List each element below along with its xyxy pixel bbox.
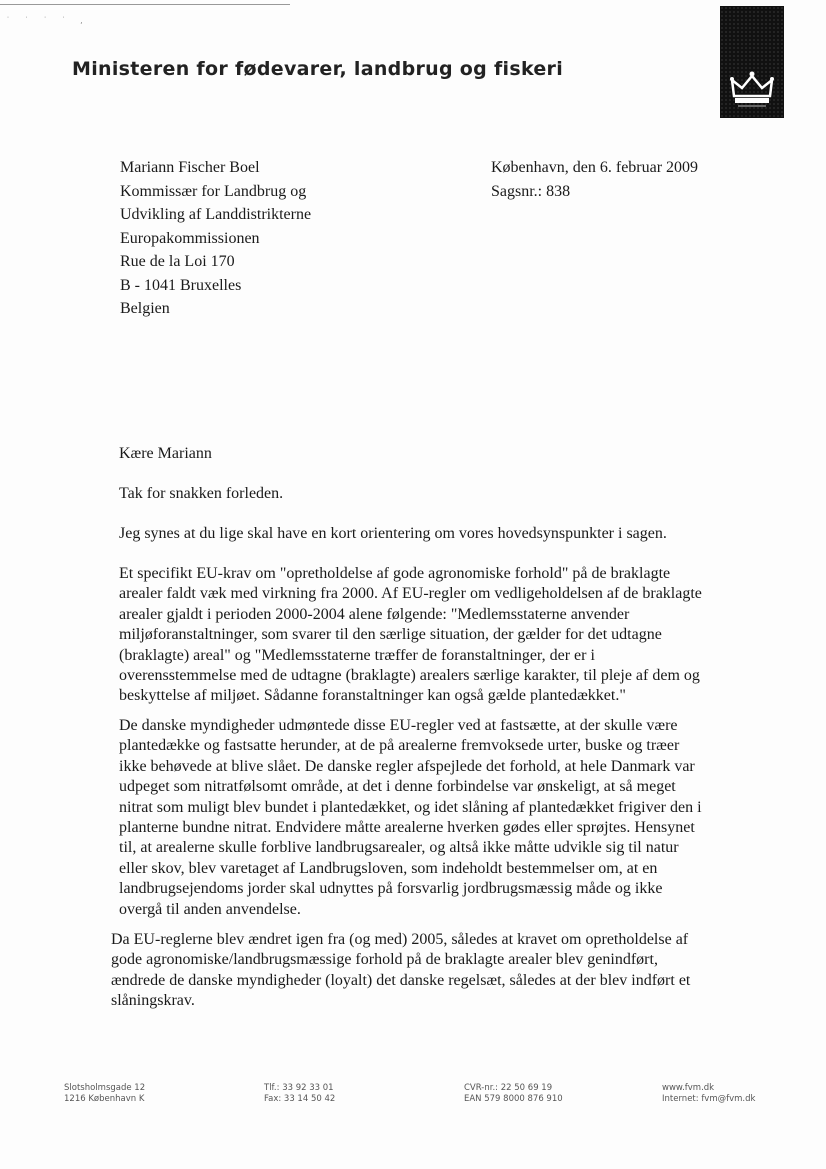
footer-city: 1216 København K bbox=[64, 1094, 145, 1104]
recipient-line: Udvikling af Landdistrikterne bbox=[120, 206, 312, 223]
footer-email: Internet: fvm@fvm.dk bbox=[662, 1094, 756, 1104]
ministry-logo bbox=[720, 6, 784, 118]
footer-street: Slotsholmsgade 12 bbox=[64, 1083, 146, 1093]
footer-phone-block bbox=[264, 1083, 335, 1105]
recipient-line: Europakommissionen bbox=[120, 229, 260, 247]
recipient-line: Mariann Fischer Boel bbox=[120, 159, 260, 176]
scan-top-line bbox=[0, 4, 290, 5]
crown-icon bbox=[726, 70, 778, 110]
place-date: København, den 6. februar 2009 bbox=[491, 159, 699, 176]
footer-fax: Fax: 33 14 50 42 bbox=[264, 1094, 336, 1104]
recipient-line: Rue de la Loi 170 bbox=[120, 253, 235, 270]
dateline bbox=[491, 156, 698, 203]
paragraph-1: Tak for snakken forleden. bbox=[119, 485, 284, 502]
footer-ean: EAN 579 8000 876 910 bbox=[464, 1094, 563, 1104]
ministry-header: Ministeren for fødevarer, landbrug og fiskeri bbox=[72, 58, 564, 80]
footer-cvr: CVR-nr.: 22 50 69 19 bbox=[464, 1083, 553, 1093]
recipient-line: Belgien bbox=[120, 300, 170, 317]
recipient-address bbox=[120, 156, 311, 321]
recipient-line: Kommissær for Landbrug og bbox=[120, 182, 307, 200]
paragraph-2: Jeg synes at du lige skal have en kort orientering om vores hovedsynspunkter i sagen. bbox=[119, 525, 667, 542]
paragraph-3: Et specifikt EU-krav om "opretholdelse af gode agronomiske forhold" på de braklagte arealer faldt væk med virkning fra 2000. Af EU-regler om vedligeholdelsen af de braklagte arealer gjaldt i perioden 2000-2004 alene følgende: "Medlemsstaterne anvender miljøforanstaltninger, som svarer til den særlige situation, der gælder for det udtagne (braklagte) areal" og "Medlemsstaterne træffer de foranstaltninger, der er i overensstemmelse med de udtagne (braklagte) arealers særlige karakter, til pleje af dem og beskyttelse af miljøet. Sådanne foranstaltninger kan også gælde plantedækket." bbox=[119, 565, 702, 705]
footer-web bbox=[662, 1083, 755, 1105]
paragraph-5: Da EU-reglerne blev ændret igen fra (og med) 2005, således at kravet om opretholdelse af gode agronomiske/landbrugsmæssige forhold på de braklagte arealer blev genindført, ændrede de danske myndigheder (loyalt) det danske regelsæt, således at der blev indført et slåningskrav. bbox=[111, 931, 691, 1010]
footer-registration bbox=[464, 1083, 563, 1105]
scan-marks: ˙ ˙ ˙ ˙ , bbox=[6, 16, 89, 25]
footer-phone: Tlf.: 33 92 33 01 bbox=[264, 1083, 334, 1093]
recipient-line: B - 1041 Bruxelles bbox=[120, 276, 242, 294]
footer-address bbox=[64, 1083, 145, 1105]
footer-website: www.fvm.dk bbox=[662, 1083, 715, 1093]
case-number: Sagsnr.: 838 bbox=[491, 182, 571, 200]
salutation: Kære Mariann bbox=[119, 445, 212, 462]
paragraph-4: De danske myndigheder udmøntede disse EU-regler ved at fastsætte, at der skulle være plantedække og fastsatte herunder, at de på arealerne fremvoksede urter, buske og træer ikke behøvede at blive slået. De danske regler afspejlede det forhold, at hele Danmark var udpeget som nitratfølsomt område, at det i denne forbindelse var ønskeligt, at så meget nitrat som muligt blev bundet i plantedækket, og idet slåning af plantedækket frigiver den i planterne bundne nitrat. Endvidere måtte arealerne hverken gødes eller sprøjtes. Hensynet til, at arealerne skulle forblive landbrugsarealer, og altså ikke måtte udvikle sig til natur eller skov, blev varetaget af Landbrugsloven, som indeholdt bestemmelser om, at en landbrugsejendoms jorder skal udnyttes på forsvarlig jordbrugsmæssig måde og ikke overgå til anden anvendelse. bbox=[119, 717, 702, 918]
